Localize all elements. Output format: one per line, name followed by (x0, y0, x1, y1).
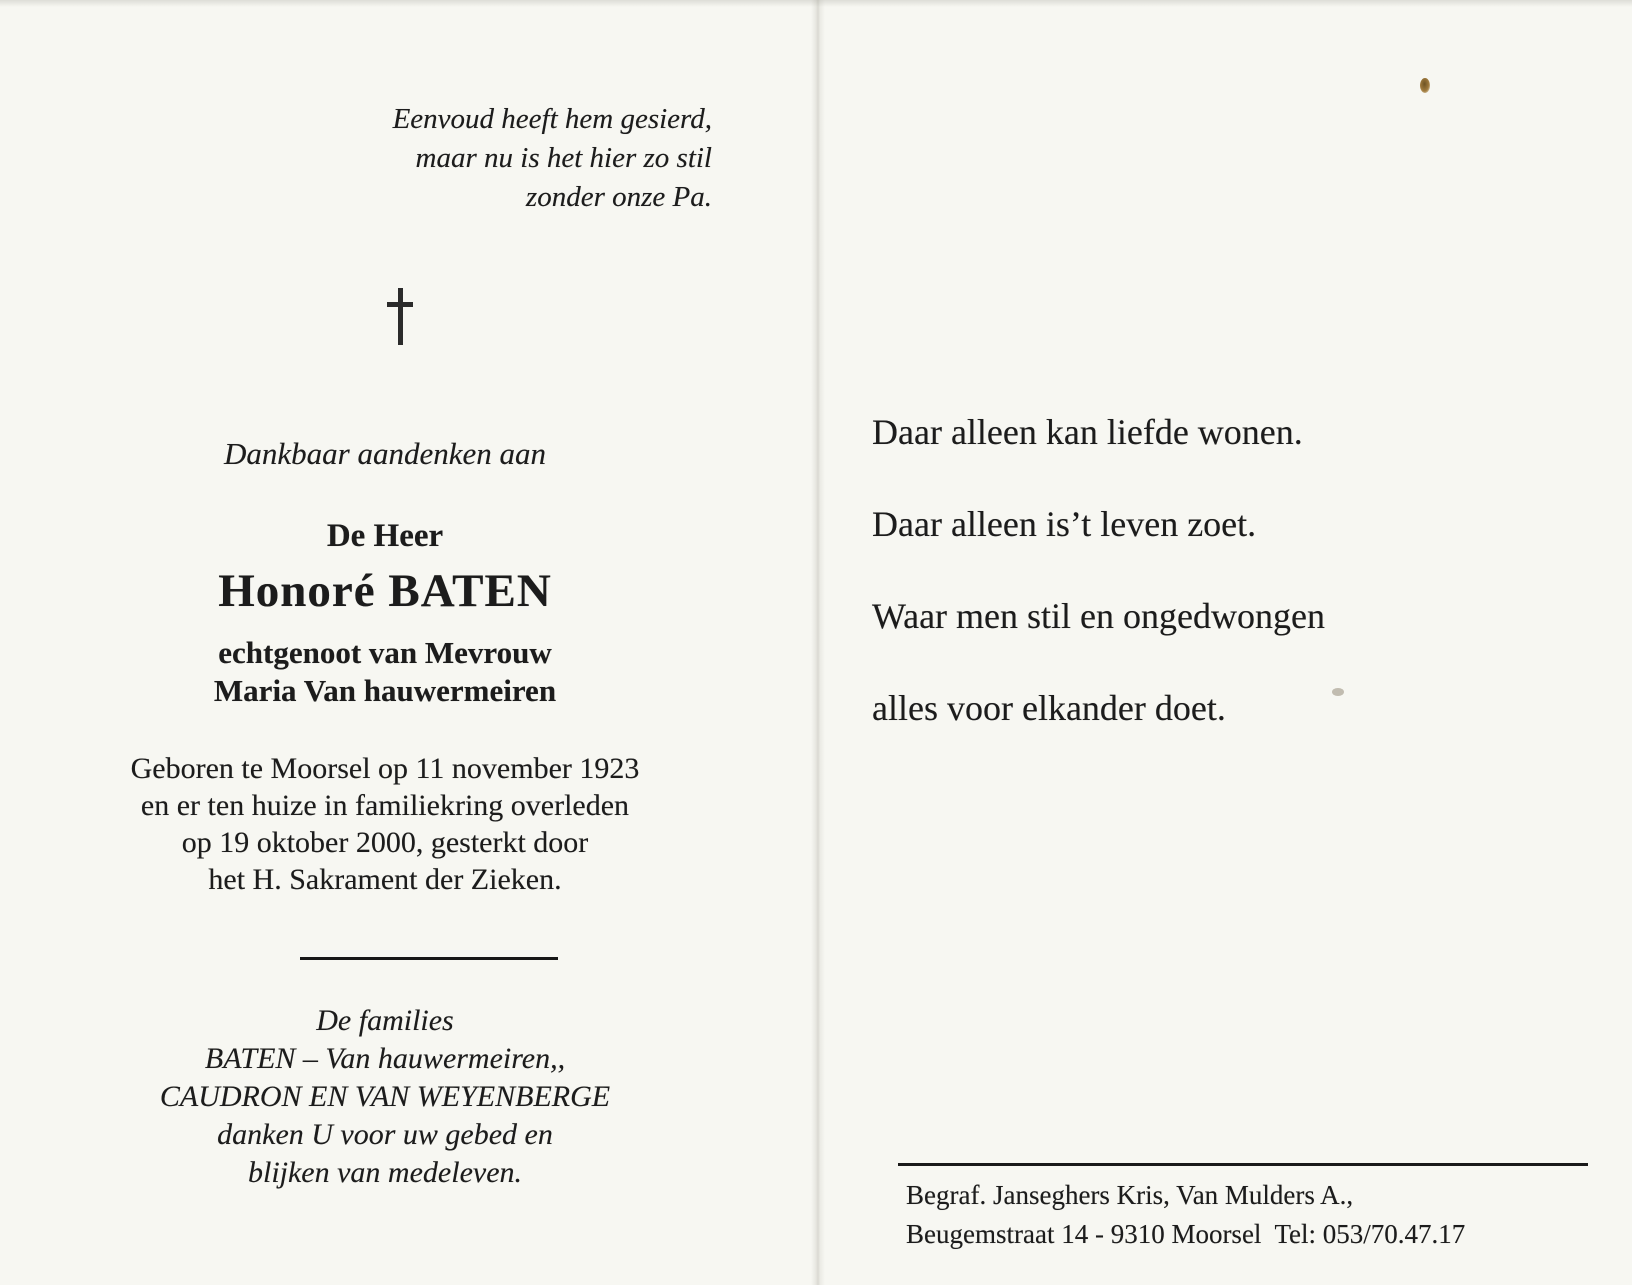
funeral-home-block (898, 1163, 1588, 1254)
deceased-name: Honoré BATEN (218, 565, 552, 617)
life-record (60, 750, 710, 898)
intro-line: Dankbaar aandenken aan (224, 436, 546, 471)
family-line-1: De families (316, 1004, 454, 1037)
opening-quote-line-1: Eenvoud heeft hem gesierd, (392, 103, 712, 135)
life-record-line-2: en er ten huize in familiekring overleden (140, 789, 630, 822)
family-line-5: blijken van medeleven. (247, 1156, 523, 1189)
section-divider-rule (300, 957, 558, 960)
cross-horizontal-bar (387, 302, 413, 307)
paper-speck-grey (1332, 688, 1344, 696)
poem-line-4: alles voor elkander doet. (872, 688, 1226, 728)
poem (872, 412, 1512, 780)
poem-line-1: Daar alleen kan liefde wonen. (872, 412, 1303, 452)
opening-quote-line-3: zonder onze Pa. (525, 181, 712, 213)
cross-vertical-bar (398, 288, 403, 345)
family-line-4: danken U voor uw gebed en (217, 1118, 553, 1151)
opening-quote-line-2: maar nu is het hier zo stil (415, 142, 712, 174)
family-acknowledgement (60, 1002, 710, 1192)
honorific-title: De Heer (326, 518, 444, 554)
spouse-line-1: echtgenoot van Mevrouw (218, 635, 552, 670)
opening-quote (260, 100, 712, 217)
family-line-3: CAUDRON EN VAN WEYENBERGE (159, 1080, 611, 1113)
poem-line-3: Waar men stil en ongedwongen (872, 596, 1325, 636)
life-record-line-1: Geboren te Moorsel op 11 november 1923 (130, 752, 640, 785)
funeral-home-line-2: Beugemstraat 14 - 9310 Moorsel Tel: 053/70.47.17 (906, 1219, 1466, 1249)
card-fold-line (811, 0, 825, 1285)
life-record-line-3: op 19 oktober 2000, gesterkt door (181, 826, 589, 859)
family-line-2: BATEN – Van hauwermeiren,, (204, 1042, 566, 1075)
paper-speck-brown (1420, 78, 1430, 93)
cross-icon (387, 288, 413, 345)
life-record-line-4: het H. Sakrament der Zieken. (208, 863, 562, 896)
spouse-line-2: Maria Van hauwermeiren (213, 673, 557, 708)
poem-line-2: Daar alleen is’t leven zoet. (872, 504, 1257, 544)
funeral-home-line-1: Begraf. Janseghers Kris, Van Mulders A., (906, 1180, 1354, 1210)
spouse-block (60, 634, 710, 710)
